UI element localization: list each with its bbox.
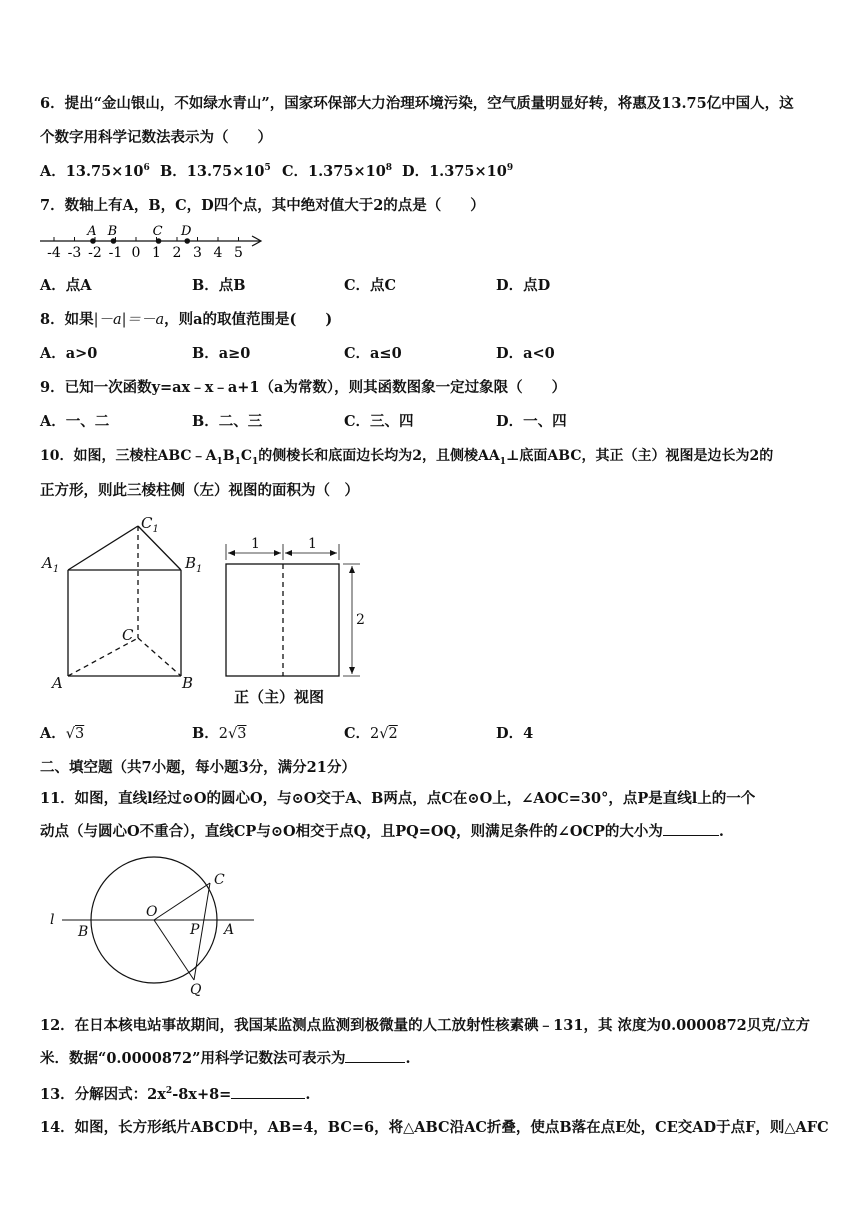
segment-oc	[154, 883, 210, 920]
section-2-heading: 二、填空题（共7小题，每小题3分，满分21分）	[40, 759, 356, 776]
q7-number-line	[38, 220, 268, 264]
q11-figure	[44, 852, 264, 1002]
q8-expression: |－a|＝－a	[93, 312, 165, 328]
label-c1: $C_1$	[141, 514, 159, 535]
q9-option-d: D．一、四	[496, 413, 567, 430]
front-view-caption: 正（主）视图	[234, 688, 325, 706]
q8-option-d: D．a<0	[496, 345, 555, 362]
q12-stem-line2: 米．数据“0.0000872”用科学记数法可表示为 .	[40, 1050, 411, 1067]
q10-stem-line2: 正方形，则此三棱柱侧（左）视图的面积为（ ）	[40, 482, 359, 499]
tick-label: -2	[88, 245, 102, 261]
label-a: A	[52, 674, 63, 692]
q6-stem-line1: 6．提出“金山银山，不如绿水青山”，国家环保部大力治理环境污染，空气质量明显好转，将惠及13.75亿中国人，这	[40, 95, 794, 112]
dimension-arrows	[228, 550, 355, 674]
tick-label: -1	[108, 245, 123, 261]
q10-option-d: D．4	[496, 725, 534, 742]
q7-option-d: D．点D	[496, 277, 551, 294]
point-label-d: D	[181, 224, 192, 239]
tick-label: -3	[67, 245, 82, 261]
edge-c1b1	[138, 526, 181, 570]
q7-option-b: B．点B	[192, 277, 246, 294]
q13-answer-blank[interactable]	[231, 1084, 305, 1099]
q6-stem-line2: 个数字用科学记数法表示为（ ）	[40, 129, 272, 146]
q13-stem: 13．分解因式：$2x^2-8x+8=$ .	[40, 1086, 311, 1103]
point-label-b: B	[107, 224, 118, 239]
q10-option-a: A．√3	[40, 725, 85, 742]
label-c: C	[122, 626, 134, 644]
tick-label: 3	[193, 245, 202, 261]
label-b1: $B_1$	[185, 554, 203, 575]
dim-label-height: 2	[356, 612, 365, 628]
label-a1: $A_1$	[42, 554, 60, 575]
q9-stem: 9．已知一次函数y=ax﹣x﹣a+1（a为常数），则其函数图象一定过象限（ ）	[40, 379, 567, 396]
q7-stem: 7．数轴上有A，B，C，D四个点，其中绝对值大于2的点是（ ）	[40, 197, 485, 214]
edge-cb-hidden	[138, 638, 181, 676]
q8-option-b: B．a≥0	[192, 345, 251, 362]
tick-label: 0	[131, 245, 141, 261]
q11-answer-blank[interactable]	[663, 821, 719, 836]
q7-option-c: C．点C	[344, 277, 397, 294]
label-a: A	[224, 922, 235, 938]
q14-stem-line1: 14．如图，长方形纸片ABCD中，AB=4，BC=6，将△ABC沿AC折叠，使点B落在点E处，CE交AD于点F，则△AFC	[40, 1119, 829, 1136]
label-o: O	[146, 904, 158, 920]
label-l: l	[50, 912, 55, 928]
q10-option-c: C．2√2	[344, 725, 398, 742]
q8-option-a: A．a>0	[40, 345, 98, 362]
label-p: P	[190, 922, 200, 938]
tick-label: -4	[47, 245, 61, 261]
point-c	[156, 238, 162, 244]
q9-option-b: B．二、三	[192, 413, 263, 430]
point-b	[111, 238, 117, 244]
tick-label: 4	[213, 245, 223, 261]
edge-a1c1	[68, 526, 138, 570]
q11-stem-line1: 11．如图，直线l经过⊙O的圆心O，与⊙O交于A、B两点，点C在⊙O上，∠AOC=30°，点P是直线l上的一个	[40, 790, 756, 807]
q6-option-d: D．$1.375\times 10^9$	[402, 163, 514, 180]
point-label-a: A	[87, 224, 97, 239]
dim-label-right: 1	[308, 536, 317, 552]
q6-option-c: C．$1.375\times 10^8$	[282, 163, 393, 180]
q10-option-b: B．2√3	[192, 725, 247, 742]
q10-stem-line1: 10．如图，三棱柱$ABC﹣A_1B_1C_1$的侧棱长和底面边长均为2，且侧棱$AA_1\perp$底面ABC，其正（主）视图是边长为2的	[40, 448, 774, 467]
label-b: B	[78, 924, 89, 940]
q12-stem-line1: 12．在日本核电站事故期间，我国某监测点监测到极微量的人工放射性核素碘﹣131，其 浓度为0.0000872贝克/立方	[40, 1017, 811, 1034]
q7-option-a: A．点A	[40, 277, 92, 294]
q10-figure	[38, 508, 378, 708]
dim-label-left: 1	[251, 536, 260, 552]
q8-option-c: C．a≤0	[344, 345, 402, 362]
q6-option-b: B．$13.75\times 10^5$	[160, 163, 271, 180]
front-view-drawing	[226, 544, 360, 676]
q6-option-a: A．$13.75\times 10^6$	[40, 163, 150, 180]
tick-label: 5	[234, 245, 243, 261]
tick-label: 2	[172, 245, 182, 261]
point-d	[184, 238, 190, 244]
point-a	[90, 238, 96, 244]
label-b: B	[182, 674, 194, 692]
q12-answer-blank[interactable]	[345, 1048, 405, 1063]
point-label-c: C	[152, 224, 163, 239]
segment-oq	[154, 920, 194, 980]
label-q: Q	[190, 982, 202, 998]
q11-stem-line2: 动点（与圆心O不重合），直线CP与⊙O相交于点Q，且PQ=OQ，则满足条件的∠OCP的大小为 .	[40, 823, 724, 840]
tick-label: 1	[152, 245, 161, 261]
prism-drawing	[68, 526, 181, 676]
q9-option-a: A．一、二	[40, 413, 110, 430]
q9-option-c: C．三、四	[344, 413, 414, 430]
q8-stem: 8．如果|－a|＝－a，则a的取值范围是( )	[40, 311, 333, 328]
label-c: C	[214, 872, 225, 888]
